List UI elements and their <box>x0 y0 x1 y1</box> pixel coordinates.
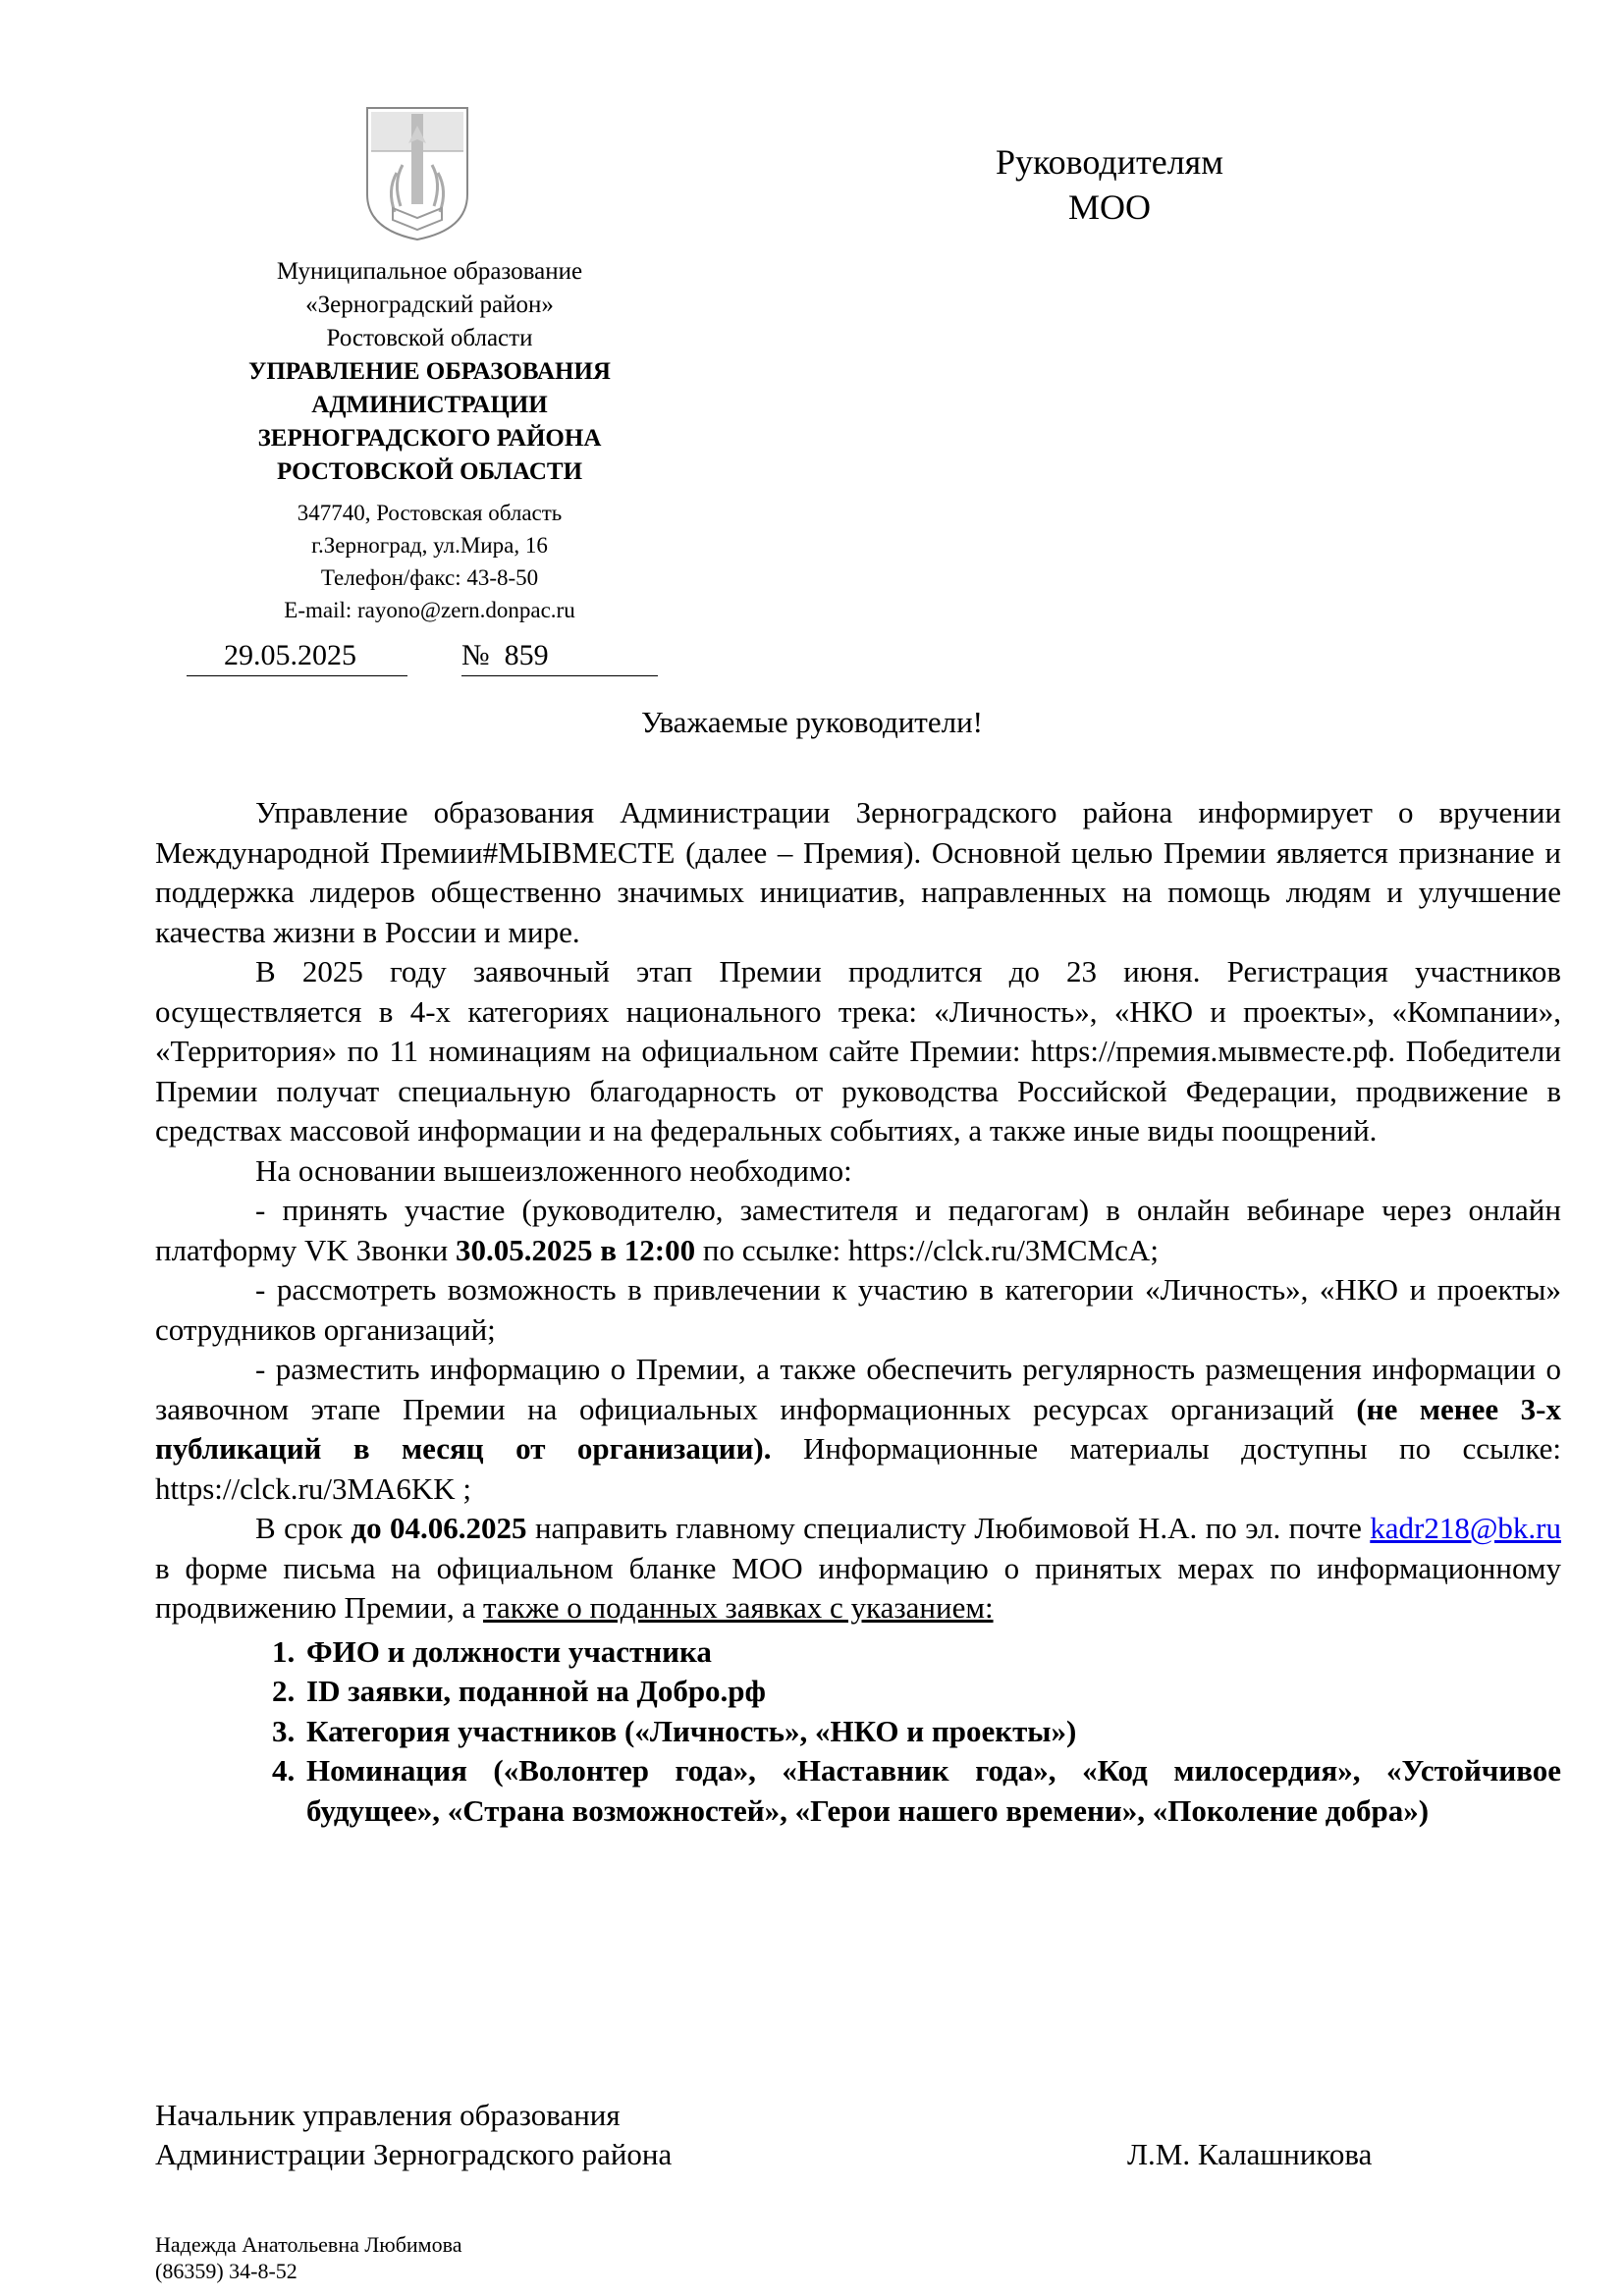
email-link[interactable]: kadr218@bk.ru <box>1370 1511 1562 1545</box>
paragraph-text: - принять участие (руководителю, заместителя и педагогам) в онлайн вебинаре через онлайн платформу VK Звонки <box>155 1193 1561 1267</box>
publication-requirement: (не менее 3-х публикаций в месяц от организации). <box>155 1391 1561 1466</box>
body-paragraph <box>155 1350 1561 1509</box>
organization-name-line: УПРАВЛЕНИЕ ОБРАЗОВАНИЯ <box>248 358 611 385</box>
deadline-date: до 04.06.2025 <box>351 1511 527 1545</box>
sender-header <box>147 255 712 626</box>
signer-name: Л.М. Калашникова <box>1127 2137 1373 2171</box>
paragraph-text: направить главному специалисту Любимовой Н.А. по эл. почте <box>526 1511 1371 1545</box>
addressee-line: МОО <box>1067 187 1151 227</box>
executor-name: Надежда Анатольевна Любимова <box>155 2232 462 2257</box>
addressee-block <box>982 139 1237 230</box>
list-item: 1. ФИО и должности участника <box>302 1632 1561 1673</box>
executor-phone: (86359) 34-8-52 <box>155 2259 298 2283</box>
paragraph-text: по ссылке: https://clck.ru/3MCMcA; <box>695 1232 1159 1267</box>
signer-position-line: Начальник управления образования <box>155 2098 621 2132</box>
body-paragraph: Управление образования Администрации Зерноградского района информирует о вручении Международной Премии#МЫВМЕСТЕ (далее – Премия). Основной целью Премии является признание и поддержка лидеров общественно значимых инициатив, направленных на помощь людям и улучшение качества жизни в России и мире. <box>155 795 1561 949</box>
municipality-line: Муниципальное образование <box>276 258 583 285</box>
executor-info <box>155 2231 461 2284</box>
list-item: 4. Номинация («Волонтер года», «Наставник года», «Код милосердия», «Устойчивое будущее», «Страна возможностей», «Герои нашего времени», «Поколение добра») <box>302 1751 1561 1831</box>
paragraph-text: - разместить информацию о Премии, а также обеспечить регулярность размещения информации о заявочном этапе Премии на официальных информационных ресурсах организаций <box>155 1352 1561 1426</box>
document-number-value: № 859 <box>461 639 549 671</box>
coat-of-arms-emblem <box>363 104 471 243</box>
organization-name-line: АДМИНИСТРАЦИИ <box>311 392 548 418</box>
paragraph-text: В срок <box>255 1511 352 1545</box>
document-date <box>187 636 407 676</box>
signer-position-line: Администрации Зерноградского района <box>155 2137 673 2171</box>
body-paragraph <box>155 1191 1561 1270</box>
contact-line: 347740, Ростовская область <box>297 501 563 525</box>
contact-line: г.Зерноград, ул.Мира, 16 <box>311 533 548 558</box>
addressee-line: Руководителям <box>996 142 1223 182</box>
document-date-value: 29.05.2025 <box>224 639 356 671</box>
municipality-line: Ростовской области <box>326 325 533 351</box>
municipality-line: «Зерноградский район» <box>305 292 554 318</box>
paragraph-text: в форме письма на официальном бланке МОО информацию о принятых мерах по информационному продвижению Премии, а <box>155 1550 1561 1625</box>
requirements-list <box>155 1632 1561 1832</box>
underlined-text: также о поданных заявках с указанием: <box>483 1590 994 1625</box>
contact-line: E-mail: rayono@zern.donpac.ru <box>284 598 575 622</box>
organization-name-line: РОСТОВСКОЙ ОБЛАСТИ <box>276 458 583 485</box>
paragraph-text: Информационные материалы доступны по ссылке: https://clck.ru/3MA6KK ; <box>155 1431 1561 1506</box>
signature-position <box>155 2096 672 2174</box>
document-number <box>461 636 658 676</box>
greeting: Уважаемые руководители! <box>641 705 983 739</box>
body-paragraph <box>155 1509 1561 1629</box>
webinar-datetime: 30.05.2025 в 12:00 <box>456 1232 696 1267</box>
body-paragraph: В 2025 году заявочный этап Премии продлится до 23 июня. Регистрация участников осуществляется в 4-х категориях национального трека: «Личность», «НКО и проекты», «Компании», «Территория» по 11 номинациям на официальном сайте Премии: https://премия.мывместе.рф. Победители Премии получат специальную благодарность от руководства Российской Федерации, продвижение в средствах массовой информации и на федеральных событиях, а также иные виды поощрений. <box>155 954 1561 1148</box>
list-item: 2. ID заявки, поданной на Добро.рф <box>302 1672 1561 1712</box>
letter-body <box>155 793 1561 1831</box>
organization-name-line: ЗЕРНОГРАДСКОГО РАЙОНА <box>257 425 602 452</box>
contact-line: Телефон/факс: 43-8-50 <box>320 565 539 590</box>
list-item: 3. Категория участников («Личность», «НКО и проекты») <box>302 1712 1561 1752</box>
body-paragraph: На основании вышеизложенного необходимо: <box>255 1152 852 1188</box>
body-paragraph: - рассмотреть возможность в привлечении к участию в категории «Личность», «НКО и проекты» сотрудников организаций; <box>155 1272 1561 1347</box>
